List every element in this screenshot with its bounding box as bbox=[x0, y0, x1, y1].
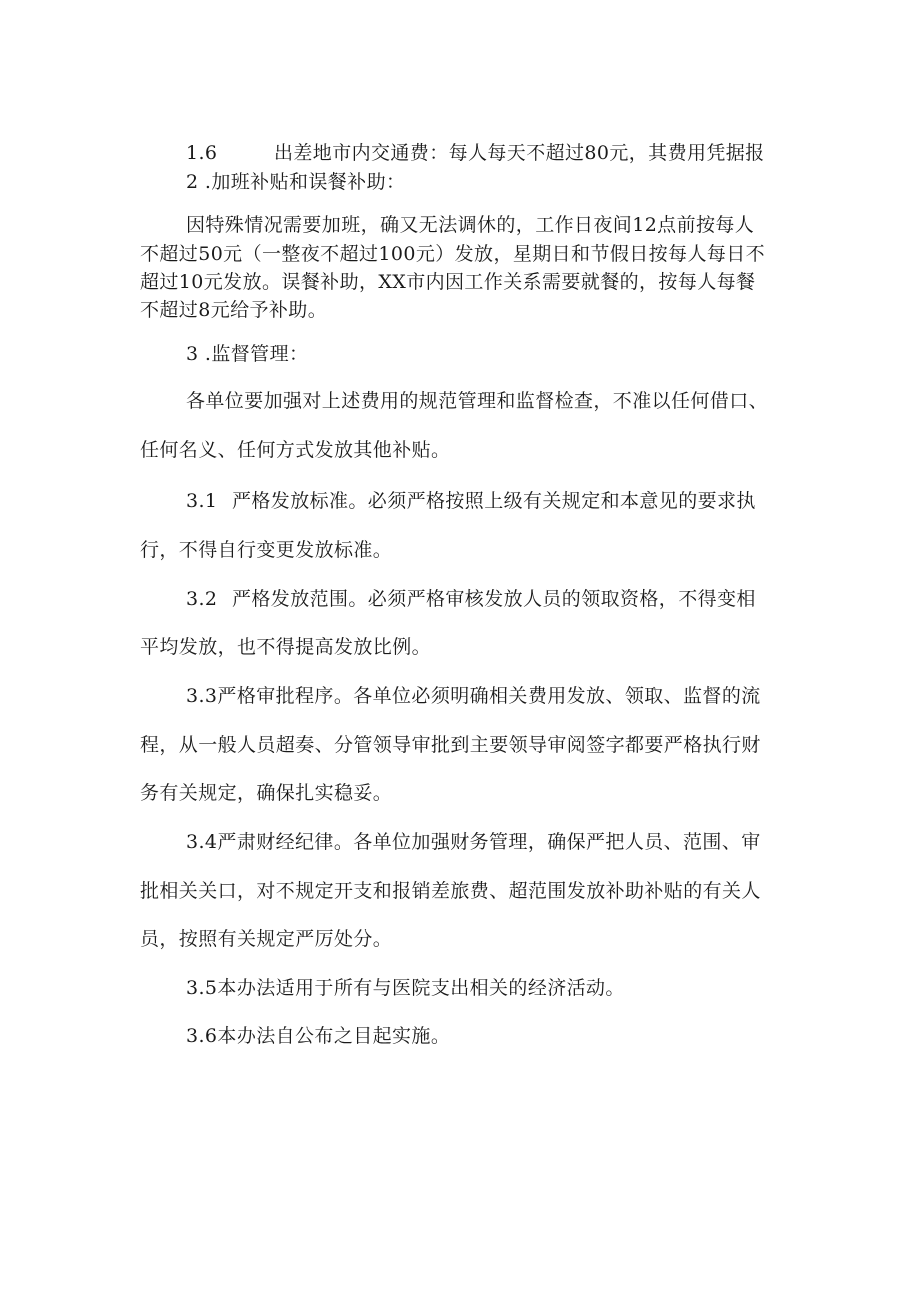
item-2-paragraph-line: 超过10元发放。误餐补助，XX市内因工作关系需要就餐的，按每人每餐 bbox=[140, 271, 756, 293]
item-3-5: 3.5本办法适用于所有与医院支出相关的经济活动。 bbox=[186, 977, 625, 999]
item-1-6-number: 1.6 bbox=[186, 142, 218, 164]
item-3-2-number: 3.2 bbox=[186, 588, 218, 610]
item-3-4-line: 3.4严肃财经纪律。各单位加强财务管理，确保严把人员、范围、审 bbox=[186, 831, 761, 853]
item-2-paragraph-line: 因特殊情况需要加班，确又无法调休的，工作日夜间12点前按每人 bbox=[186, 214, 755, 236]
item-3-1-line: 行，不得自行变更发放标准。 bbox=[140, 539, 393, 561]
item-2-heading: 2 .加班补贴和误餐补助： bbox=[186, 171, 406, 193]
item-3-1-text: 严格发放标准。必须严格按照上级有关规定和本意见的要求执 bbox=[232, 490, 756, 512]
item-1-6-text: 出差地市内交通费：每人每天不超过80元，其费用凭据报 bbox=[274, 142, 765, 164]
item-3-intro-line: 任何名义、任何方式发放其他补贴。 bbox=[140, 439, 451, 461]
item-3-heading: 3 .监督管理： bbox=[186, 343, 309, 365]
item-3-2 bbox=[186, 587, 846, 611]
item-3-4-line: 员，按照有关规定严厉处分。 bbox=[140, 928, 393, 950]
item-3-3-line: 程，从一般人员超奏、分管领导审批到主要领导审阅签字都要严格执行财 bbox=[140, 734, 761, 756]
item-3-1-number: 3.1 bbox=[186, 490, 218, 512]
item-1-6 bbox=[186, 141, 846, 165]
item-3-3-line: 3.3严格审批程序。各单位必须明确相关费用发放、领取、监督的流 bbox=[186, 685, 761, 707]
item-3-3-line: 务有关规定，确保扎实稳妥。 bbox=[140, 782, 393, 804]
item-3-1 bbox=[186, 489, 846, 513]
item-3-2-text: 严格发放范围。必须严格审核发放人员的领取资格，不得变相 bbox=[232, 588, 756, 610]
item-3-6: 3.6本办法自公布之目起实施。 bbox=[186, 1025, 451, 1047]
item-2-paragraph-line: 不超过50元（一整夜不超过100元）发放，星期日和节假日按每人每日不 bbox=[140, 243, 766, 265]
item-2-paragraph-line: 不超过8元给予补助。 bbox=[140, 299, 328, 321]
item-3-4-line: 批相关关口，对不规定开支和报销差旅费、超范围发放补助补贴的有关人 bbox=[140, 880, 761, 902]
item-3-2-line: 平均发放，也不得提高发放比例。 bbox=[140, 636, 432, 658]
item-3-intro-line: 各单位要加强对上述费用的规范管理和监督检查，不准以任何借口、 bbox=[186, 390, 769, 412]
